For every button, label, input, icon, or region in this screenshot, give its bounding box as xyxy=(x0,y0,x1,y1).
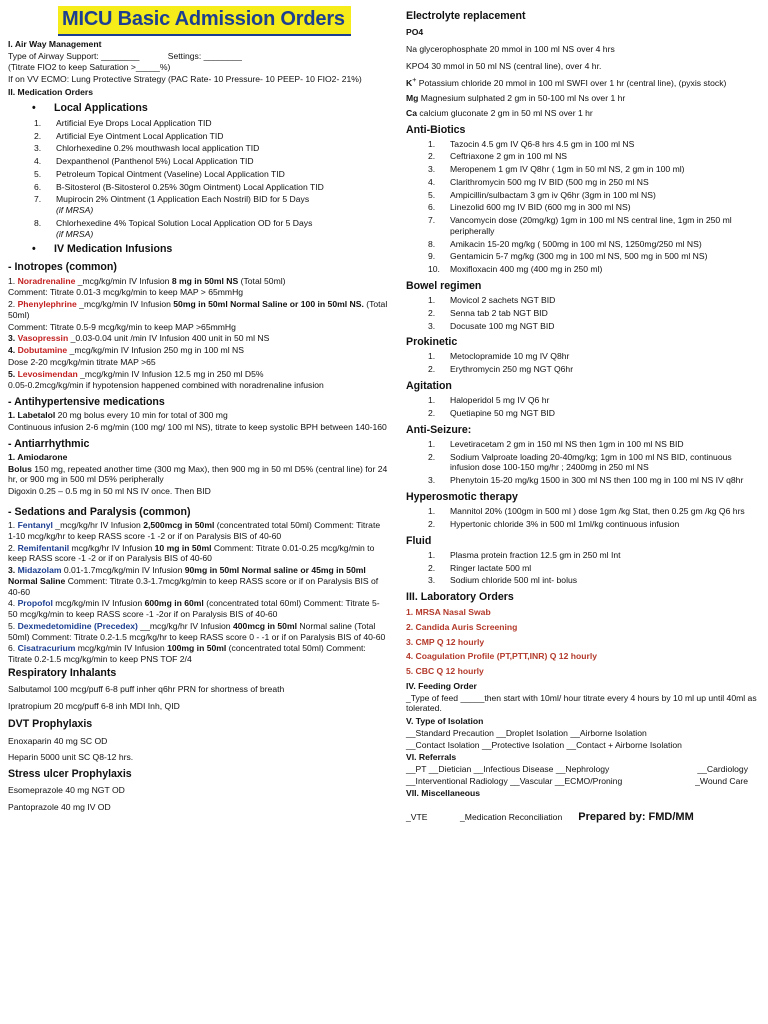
electrolyte-heading: Electrolyte replacement xyxy=(406,10,526,22)
hyperosmotic-list xyxy=(406,506,758,529)
antihypertensive-heading: - Antihypertensive medications xyxy=(8,396,165,409)
list-item-text: Dexpanthenol (Panthenol 5%) Local Application TID xyxy=(56,156,254,167)
airway-heading: I. Air Way Management xyxy=(8,39,102,49)
list-item-number: 2. xyxy=(428,151,436,162)
list-item xyxy=(406,575,758,586)
list-item xyxy=(406,239,758,250)
list-item-text: Ringer lactate 500 ml xyxy=(450,562,532,573)
inotrope-levosimendan: 5. Levosimendan _mcg/kg/min IV Infusion 12.5 mg in 250 ml D5% xyxy=(8,368,264,379)
list-item xyxy=(8,131,388,142)
list-item xyxy=(406,550,758,561)
list-item-text: Hypertonic chloride 3% in 500 ml 1ml/kg continuous infusion xyxy=(450,518,680,529)
list-item-text: Vancomycin dose (20mg/kg) 1gm in 100 ml NS central line, 1gm in 250 ml peripherally xyxy=(450,215,732,236)
list-item-text: Plasma protein fraction 12.5 gm in 250 ml Int xyxy=(450,549,621,560)
inotrope-dobutamine: 4. Dobutamine _mcg/kg/min IV Infusion 250 mg in 100 ml NS xyxy=(8,345,244,356)
list-item-text: Clarithromycin 500 mg IV BID (500 mg in 250 ml NS xyxy=(450,176,649,187)
magnesium-line: Mg Magnesium sulphated 2 gm in 50-100 ml Ns over 1 hr xyxy=(406,93,626,104)
list-item-number: 9. xyxy=(428,251,436,262)
laboratory-heading: III. Laboratory Orders xyxy=(406,590,514,603)
list-item-number: 1. xyxy=(34,117,42,128)
inotrope-vasopressin: 3. Vasopressin _0.03-0.04 unit /min IV Infusion 400 unit in 50 ml NS xyxy=(8,333,270,344)
medication-orders-heading: II. Medication Orders xyxy=(8,86,94,97)
list-item-text: Meropenem 1 gm IV Q8hr ( 1gm in 50 ml NS, 2 gm in 100 ml) xyxy=(450,164,685,175)
list-item-number: 7. xyxy=(428,215,436,226)
list-item-text: Sodium Valproate loading 20-40mg/kg; 1gm in 100 ml NS BID, continuous infusion dose 100-150 mg/hr ; 2400mg in 250 ml NS xyxy=(450,451,732,473)
list-item-text: Movicol 2 sachets NGT BID xyxy=(450,295,556,306)
inotrope-noradrenaline-comment: Comment: Titrate 0.01-3 mcg/kg/min to keep MAP > 65mmHg xyxy=(8,287,244,298)
agitation-heading: Agitation xyxy=(406,379,452,392)
right-column xyxy=(406,6,758,826)
list-item xyxy=(406,475,758,486)
list-item-text: Haloperidol 5 mg IV Q6 hr xyxy=(450,395,550,406)
isolation-line-1: __Standard Precaution __Droplet Isolation __Airborne Isolation xyxy=(406,727,647,738)
list-item-text: Gentamicin 5-7 mg/kg (300 mg in 100 ml NS, 500 mg in 500 ml NS) xyxy=(450,251,708,262)
list-item-text: Phenytoin 15-20 mg/kg 1500 in 300 ml NS then 100 mg in 100 ml NS IV q8hr xyxy=(450,475,744,486)
list-item xyxy=(406,519,758,530)
list-item-number: 3. xyxy=(428,164,436,175)
potassium-line: K+ Potassium chloride 20 mmol in 100 ml SWFI over 1 hr (central line), (pyxis stock) xyxy=(406,76,727,89)
stress-ulcer-heading: Stress ulcer Prophylaxis xyxy=(8,768,132,781)
salbutamol-line: Salbutamol 100 mcg/puff 6-8 puff inher q6hr PRN for shortness of breath xyxy=(8,683,285,694)
miscellaneous-heading: VII. Miscellaneous xyxy=(406,788,481,799)
airway-line-1: Type of Airway Support: ________ Settings: ________ xyxy=(8,50,242,61)
list-item-text: Linezolid 600 mg IV BID (600 mg in 300 ml NS) xyxy=(450,202,631,213)
referrals-heading: VI. Referrals xyxy=(406,752,457,763)
pantoprazole-line: Pantoprazole 40 mg IV OD xyxy=(8,802,111,813)
labetalol-line: 1. Labetalol 20 mg bolus every 10 min for total of 300 mg xyxy=(8,410,228,421)
list-item-text: Tazocin 4.5 gm IV Q6-8 hrs 4.5 gm in 100 ml NS xyxy=(450,138,635,149)
inotropes-heading: - Inotropes (common) xyxy=(8,261,117,274)
antiarrhythmic-heading: - Antiarrhythmic xyxy=(8,437,90,450)
esomeprazole-line: Esomeprazole 40 mg NGT OD xyxy=(8,785,125,796)
list-item-number: 3. xyxy=(428,475,436,486)
list-item-number: 1. xyxy=(428,438,436,449)
list-item xyxy=(406,321,758,332)
list-item xyxy=(8,194,388,215)
lab-order-item: 1. MRSA Nasal Swab xyxy=(406,607,491,618)
list-item-text: Quetiapine 50 mg NGT BID xyxy=(450,407,555,418)
list-item-number: 7. xyxy=(34,194,42,205)
sedation-propofol: 4. Propofol mcg/kg/min IV Infusion 600mg in 60ml (concentrated total 60ml) Comment: Titrate 5-50 mcg/kg/min to keep RASS score -1 -2or if on Paralysis BIS of 40-60 xyxy=(8,598,380,620)
list-item-text: Petroleum Topical Ointment (Vaseline) Local Application TID xyxy=(56,168,285,179)
local-applications-heading: • Local Applications xyxy=(32,101,148,114)
list-item-number: 5. xyxy=(428,189,436,200)
left-column xyxy=(8,6,388,814)
airway-line-2: (Titrate FIO2 to keep Saturation >_____%) xyxy=(8,62,171,73)
list-item xyxy=(8,182,388,193)
list-item-text: Chlorhexedine 4% Topical Solution Local Application OD for 5 Days (if MRSA) xyxy=(56,217,313,239)
antibiotics-list xyxy=(406,139,758,275)
prepared-by: Prepared by: FMD/MM xyxy=(578,811,694,824)
list-item-text: Erythromycin 250 mg NGT Q6hr xyxy=(450,364,574,375)
list-item xyxy=(406,452,758,473)
isolation-line-2: __Contact Isolation __Protective Isolation __Contact + Airborne Isolation xyxy=(406,739,682,750)
list-item xyxy=(406,177,758,188)
list-item-number: 10. xyxy=(428,264,440,275)
list-item xyxy=(406,408,758,419)
sedation-fentanyl: 1. Fentanyl _mcg/kg/hr IV Infusion 2,500mcg in 50ml (concentrated total 50ml) Comment: Titrate 1-10 mcg/kg/hr to keep RASS score -1 -2 or if on Paralysis BIS of 40-60 xyxy=(8,520,381,541)
sedation-midazolam: 3. Midazolam 0.01-1.7mcg/kg/min IV Infusion 90mg in 50ml Normal saline or 45mg in 50ml Normal Saline Comment: Titrate 0.3-1.7mcg/kg/min to keep RASS score or if on Paralysis BIS of 40-60 xyxy=(8,565,379,597)
lab-order-item: 5. CBC Q 12 hourly xyxy=(406,666,484,677)
list-item-text: Artificial Eye Drops Local Application TID xyxy=(56,117,212,128)
list-item-number: 8. xyxy=(34,217,42,228)
list-item xyxy=(406,364,758,375)
amiodarone-title: 1. Amiodarone xyxy=(8,452,68,462)
labetalol-infusion: Continuous infusion 2-6 mg/min (100 mg/ 100 ml NS), titrate to keep systolic BPH between 140-160 xyxy=(8,422,387,433)
list-item-text: Ampicillin/sulbactam 3 gm iv Q6hr (3gm in 100 ml NS) xyxy=(450,189,656,200)
list-item-number: 1. xyxy=(428,506,436,517)
referrals-line-1: __PT __Dietician __Infectious Disease __Nephrology __Cardiology xyxy=(406,764,748,775)
isolation-heading: V. Type of Isolation xyxy=(406,716,484,727)
feeding-line: _Type of feed _____then start with 10ml/ hour titrate every 4 hours by 10 ml up until 40ml as tolerated. xyxy=(406,692,757,714)
list-item-text: Senna tab 2 tab NGT BID xyxy=(450,307,548,318)
list-item-number: 2. xyxy=(428,364,436,375)
list-item-text: Sodium chloride 500 ml int- bolus xyxy=(450,575,578,586)
miscellaneous-line: _VTE _Medication Reconciliation Prepared by: FMD/MM xyxy=(406,811,694,824)
inotrope-phenylephrine: 2. Phenylephrine _mcg/kg/min IV Infusion 50mg in 50ml Normal Saline or 100 in 50ml NS. (Total 50ml) xyxy=(8,299,388,320)
dvt-heading: DVT Prophylaxis xyxy=(8,718,93,731)
bowel-list xyxy=(406,295,758,331)
list-item-number: 1. xyxy=(428,395,436,406)
prokinetic-list xyxy=(406,351,758,374)
digoxin-line: Digoxin 0.25 – 0.5 mg in 50 ml NS IV once. Then BID xyxy=(8,486,211,497)
inotrope-phenylephrine-comment: Comment: Titrate 0.5-9 mcg/kg/min to keep MAP >65mmHg xyxy=(8,321,236,332)
heparin-line: Heparin 5000 unit SC Q8-12 hrs. xyxy=(8,752,134,763)
list-item xyxy=(8,118,388,129)
list-item-text: Ceftriaxone 2 gm in 100 ml NS xyxy=(450,151,568,162)
list-item-text: Artificial Eye Ointment Local Application TID xyxy=(56,130,224,141)
list-item-number: 2. xyxy=(428,562,436,573)
list-item xyxy=(406,151,758,162)
fluid-list xyxy=(406,550,758,586)
list-item-number: 8. xyxy=(428,238,436,249)
ipratropium-line: Ipratropium 20 mcg/puff 6-8 inh MDI Inh, QID xyxy=(8,700,180,711)
list-item xyxy=(8,156,388,167)
list-item-number: 2. xyxy=(428,518,436,529)
list-item xyxy=(406,251,758,262)
list-item-number: 6. xyxy=(34,181,42,192)
lab-order-item: 2. Candida Auris Screening xyxy=(406,621,518,632)
list-item-text: Chlorhexedine 0.2% mouthwash local application TID xyxy=(56,143,260,154)
list-item-text: B-Sitosterol (B-Sitosterol 0.25% 30gm Ointment) Local Application TID xyxy=(56,181,324,192)
agitation-list xyxy=(406,395,758,418)
list-item xyxy=(406,351,758,362)
local-applications-list xyxy=(8,118,388,239)
iv-infusions-heading: • IV Medication Infusions xyxy=(32,243,173,256)
sedation-cisatracurium: 6. Cisatracurium mcg/kg/min IV Infusion 100mg in 50ml (concentrated total 50ml) Comment: Titrate 0.2-1.5 mcg/kg/min to keep PNS TOF 2/4 xyxy=(8,643,366,664)
list-item-text: Moxifloxacin 400 mg (400 mg in 250 ml) xyxy=(450,264,603,275)
laboratory-list xyxy=(406,607,758,677)
po4-subheading: PO4 xyxy=(406,27,424,38)
list-item-number: 4. xyxy=(428,176,436,187)
list-item xyxy=(406,308,758,319)
list-item xyxy=(8,169,388,180)
list-item-text: Docusate 100 mg NGT BID xyxy=(450,320,555,331)
list-item-text: Mannitol 20% (100gm in 500 ml ) dose 1gm /kg Stat, then 0.25 gm /kg Q6 hrs xyxy=(450,506,745,517)
list-item-number: 1. xyxy=(428,549,436,560)
list-item xyxy=(406,563,758,574)
list-item-number: 2. xyxy=(34,130,42,141)
feeding-heading: IV. Feeding Order xyxy=(406,680,477,691)
list-item xyxy=(8,218,388,239)
list-item-number: 3. xyxy=(428,320,436,331)
sedation-dexmedetomidine: 5. Dexmedetomidine (Precedex) __mcg/kg/hr IV Infusion 400mcg in 50ml Normal saline (Total 50ml) Comment: Titrate 0.2-1.5 mcg/kg/hr to keep RASS score 0 - -1 or if on Paralysis BIS of 40-60 xyxy=(8,620,386,642)
lab-order-item: 4. Coagulation Profile (PT,PTT,INR) Q 12 hourly xyxy=(406,651,597,662)
amiodarone-dose: Bolus 150 mg, repeated another time (300 mg Max), then 900 mg in 50 ml D5% (central line) for 24 hr, or 900 mg in 500 ml D5% peripherally xyxy=(8,463,388,485)
list-item-number: 1. xyxy=(428,138,436,149)
list-item-number: 4. xyxy=(34,156,42,167)
fluid-heading: Fluid xyxy=(406,534,432,547)
page-title: MICU Basic Admission Orders xyxy=(58,6,351,36)
airway-line-3: If on VV ECMO: Lung Protective Strategy (PAC Rate- 10 Pressure- 10 PEEP- 10 FIO2- 21%) xyxy=(8,74,362,85)
list-item xyxy=(8,143,388,154)
anti-seizure-list xyxy=(406,439,758,486)
hyperosmotic-heading: Hyperosmotic therapy xyxy=(406,490,518,503)
lab-order-item: 3. CMP Q 12 hourly xyxy=(406,636,485,647)
list-item xyxy=(406,264,758,275)
prokinetic-heading: Prokinetic xyxy=(406,336,458,349)
list-item-text: Mupirocin 2% Ointment (1 Application Each Nostril) BID for 5 Days (if MRSA) xyxy=(56,194,310,216)
list-item xyxy=(406,202,758,213)
list-item xyxy=(406,190,758,201)
sedation-remifentanil: 2. Remifentanil mcg/kg/hr IV Infusion 10 mg in 50ml Comment: Titrate 0.01-0.25 mcg/kg/min to keep RASS score -1 -2 or if on Paralysis BIS of 40-60 xyxy=(8,542,375,564)
list-item xyxy=(406,295,758,306)
bowel-heading: Bowel regimen xyxy=(406,279,482,292)
enoxaparin-line: Enoxaparin 40 mg SC OD xyxy=(8,735,108,746)
list-item-text: Levetiracetam 2 gm in 150 ml NS then 1gm in 100 ml NS BID xyxy=(450,438,684,449)
list-item-number: 1. xyxy=(428,351,436,362)
list-item-number: 3. xyxy=(34,143,42,154)
list-item-number: 1. xyxy=(428,295,436,306)
list-item-text: Amikacin 15-20 mg/kg ( 500mg in 100 ml NS, 1250mg/250 ml NS) xyxy=(450,238,702,249)
list-item xyxy=(406,215,758,236)
list-item-number: 2. xyxy=(428,407,436,418)
list-item xyxy=(406,139,758,150)
list-item-number: 3. xyxy=(428,575,436,586)
inotrope-levosimendan-comment: 0.05-0.2mcg/kg/min if hypotension happened combined with noradrenaline infusion xyxy=(8,380,324,391)
list-item xyxy=(406,395,758,406)
list-item-number: 5. xyxy=(34,168,42,179)
list-item xyxy=(406,439,758,450)
respiratory-heading: Respiratory Inhalants xyxy=(8,666,117,679)
list-item xyxy=(406,506,758,517)
list-item-number: 2. xyxy=(428,307,436,318)
list-item xyxy=(406,164,758,175)
referrals-line-2: __Interventional Radiology __Vascular __ECMO/Proning _Wound Care xyxy=(406,775,748,786)
antibiotics-heading: Anti-Biotics xyxy=(406,123,466,136)
list-item-number: 6. xyxy=(428,202,436,213)
list-item-text: Metoclopramide 10 mg IV Q8hr xyxy=(450,351,570,362)
inotrope-dobutamine-comment: Dose 2-20 mcg/kg/min titrate MAP >65 xyxy=(8,356,156,367)
list-item-number: 2. xyxy=(428,451,436,462)
kpo4-line: KPO4 30 mmol in 50 ml NS (central line), over 4 hr. xyxy=(406,60,602,71)
inotrope-noradrenaline: 1. Noradrenaline _mcg/kg/min IV Infusion 8 mg in 50ml NS (Total 50ml) xyxy=(8,275,286,286)
na-glycerophosphate-line: Na glycerophosphate 20 mmol in 100 ml NS over 4 hrs xyxy=(406,43,615,54)
calcium-line: Ca calcium gluconate 2 gm in 50 ml NS over 1 hr xyxy=(406,107,593,118)
anti-seizure-heading: Anti-Seizure: xyxy=(406,423,472,436)
sedation-heading: - Sedations and Paralysis (common) xyxy=(8,505,191,518)
